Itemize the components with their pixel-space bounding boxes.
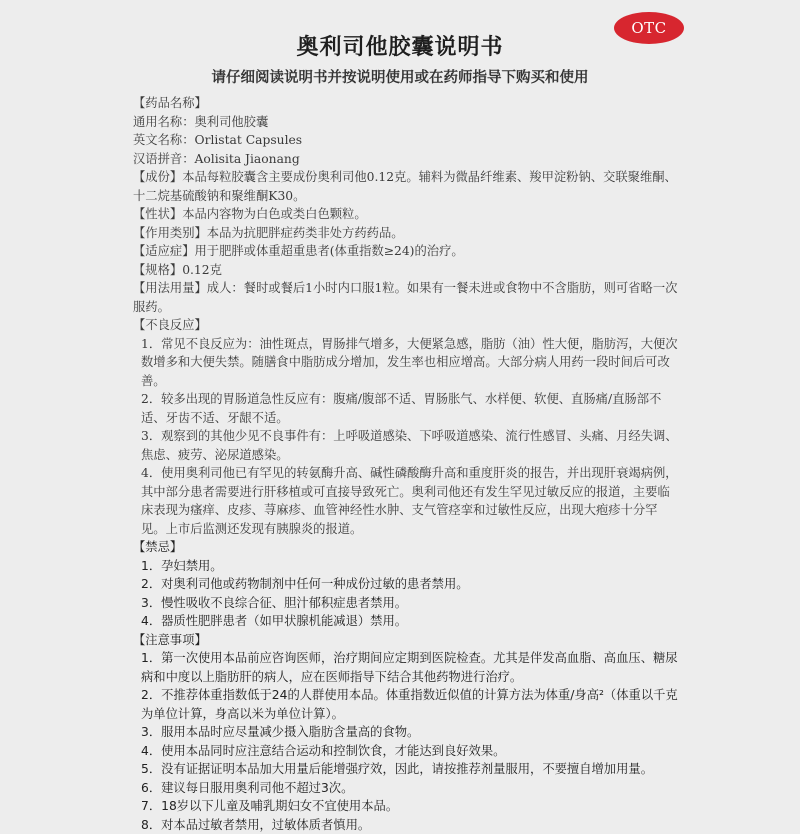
leaflet-line: 通用名称：奥利司他胶囊 (133, 113, 678, 132)
leaflet-line: 【用法用量】成人：餐时或餐后1小时内口服1粒。如果有一餐未进或食物中不含脂肪，则可省略一次服药。 (133, 279, 678, 316)
otc-badge: OTC (614, 12, 684, 44)
leaflet-line: 【禁忌】 (133, 538, 678, 557)
leaflet-line: 1．常见不良反应为：油性斑点，胃肠排气增多，大便紧急感，脂肪（油）性大便，脂肪泻，大便次数增多和大便失禁。随膳食中脂肪成分增加，发生率也相应增高。大部分病人用药一段时间后可改善。 (133, 335, 678, 391)
leaflet-line: 3．服用本品时应尽量减少摄入脂肪含量高的食物。 (133, 723, 678, 742)
leaflet-line: 3．观察到的其他少见不良事件有：上呼吸道感染、下呼吸道感染、流行性感冒、头痛、月经失调、焦虑、疲劳、泌尿道感染。 (133, 427, 678, 464)
leaflet-line: 3．慢性吸收不良综合征、胆汁郁积症患者禁用。 (133, 594, 678, 613)
leaflet-line: 汉语拼音：Aolisita Jiaonang (133, 150, 678, 169)
leaflet-line: 4．使用奥利司他已有罕见的转氨酶升高、碱性磷酸酶升高和重度肝炎的报告，并出现肝衰竭病例，其中部分患者需要进行肝移植或可直接导致死亡。奥利司他还有发生罕见过敏反应的报道，主要临床表现为瘙痒、皮疹、荨麻疹、血管神经性水肿、支气管痉挛和过敏性反应，出现大疱疹十分罕见。上市后监测还发现有胰腺炎的报道。 (133, 464, 678, 538)
leaflet-line: 8．对本品过敏者禁用，过敏体质者慎用。 (133, 816, 678, 834)
leaflet-line: 5．没有证据证明本品加大用量后能增强疗效，因此，请按推荐剂量服用，不要擅自增加用量。 (133, 760, 678, 779)
leaflet-line: 2．较多出现的胃肠道急性反应有：腹痛/腹部不适、胃肠胀气、水样便、软便、直肠痛/直肠部不适、牙齿不适、牙龈不适。 (133, 390, 678, 427)
leaflet-line: 【作用类别】本品为抗肥胖症药类非处方药药品。 (133, 224, 678, 243)
leaflet-line: 英文名称：Orlistat Capsules (133, 131, 678, 150)
leaflet-line: 【规格】0.12克 (133, 261, 678, 280)
leaflet-line: 【适应症】用于肥胖或体重超重患者(体重指数≥24)的治疗。 (133, 242, 678, 261)
leaflet-line: 1．孕妇禁用。 (133, 557, 678, 576)
leaflet-body (133, 94, 678, 834)
leaflet-line: 【成份】本品每粒胶囊含主要成份奥利司他0.12克。辅料为微晶纤维素、羧甲淀粉钠、交联聚维酮、十二烷基硫酸钠和聚维酮K30。 (133, 168, 678, 205)
leaflet-line: 4．使用本品同时应注意结合运动和控制饮食，才能达到良好效果。 (133, 742, 678, 761)
page-title: 奥利司他胶囊说明书 (0, 30, 800, 61)
leaflet-line: 【药品名称】 (133, 94, 678, 113)
leaflet-line: 【注意事项】 (133, 631, 678, 650)
leaflet-line: 7．18岁以下儿童及哺乳期妇女不宜使用本品。 (133, 797, 678, 816)
leaflet-line: 【性状】本品内容物为白色或类白色颗粒。 (133, 205, 678, 224)
leaflet-line: 2．不推荐体重指数低于24的人群使用本品。体重指数近似值的计算方法为体重/身高²（体重以千克为单位计算，身高以米为单位计算）。 (133, 686, 678, 723)
leaflet-line: 2．对奥利司他或药物制剂中任何一种成份过敏的患者禁用。 (133, 575, 678, 594)
leaflet-line: 【不良反应】 (133, 316, 678, 335)
leaflet-line: 6．建议每日服用奥利司他不超过3次。 (133, 779, 678, 798)
page-subtitle: 请仔细阅读说明书并按说明使用或在药师指导下购买和使用 (0, 66, 800, 87)
leaflet-line: 4．器质性肥胖患者（如甲状腺机能减退）禁用。 (133, 612, 678, 631)
leaflet-line: 1．第一次使用本品前应咨询医师，治疗期间应定期到医院检查。尤其是伴发高血脂、高血压、糖尿病和中度以上脂肪肝的病人，应在医师指导下结合其他药物进行治疗。 (133, 649, 678, 686)
